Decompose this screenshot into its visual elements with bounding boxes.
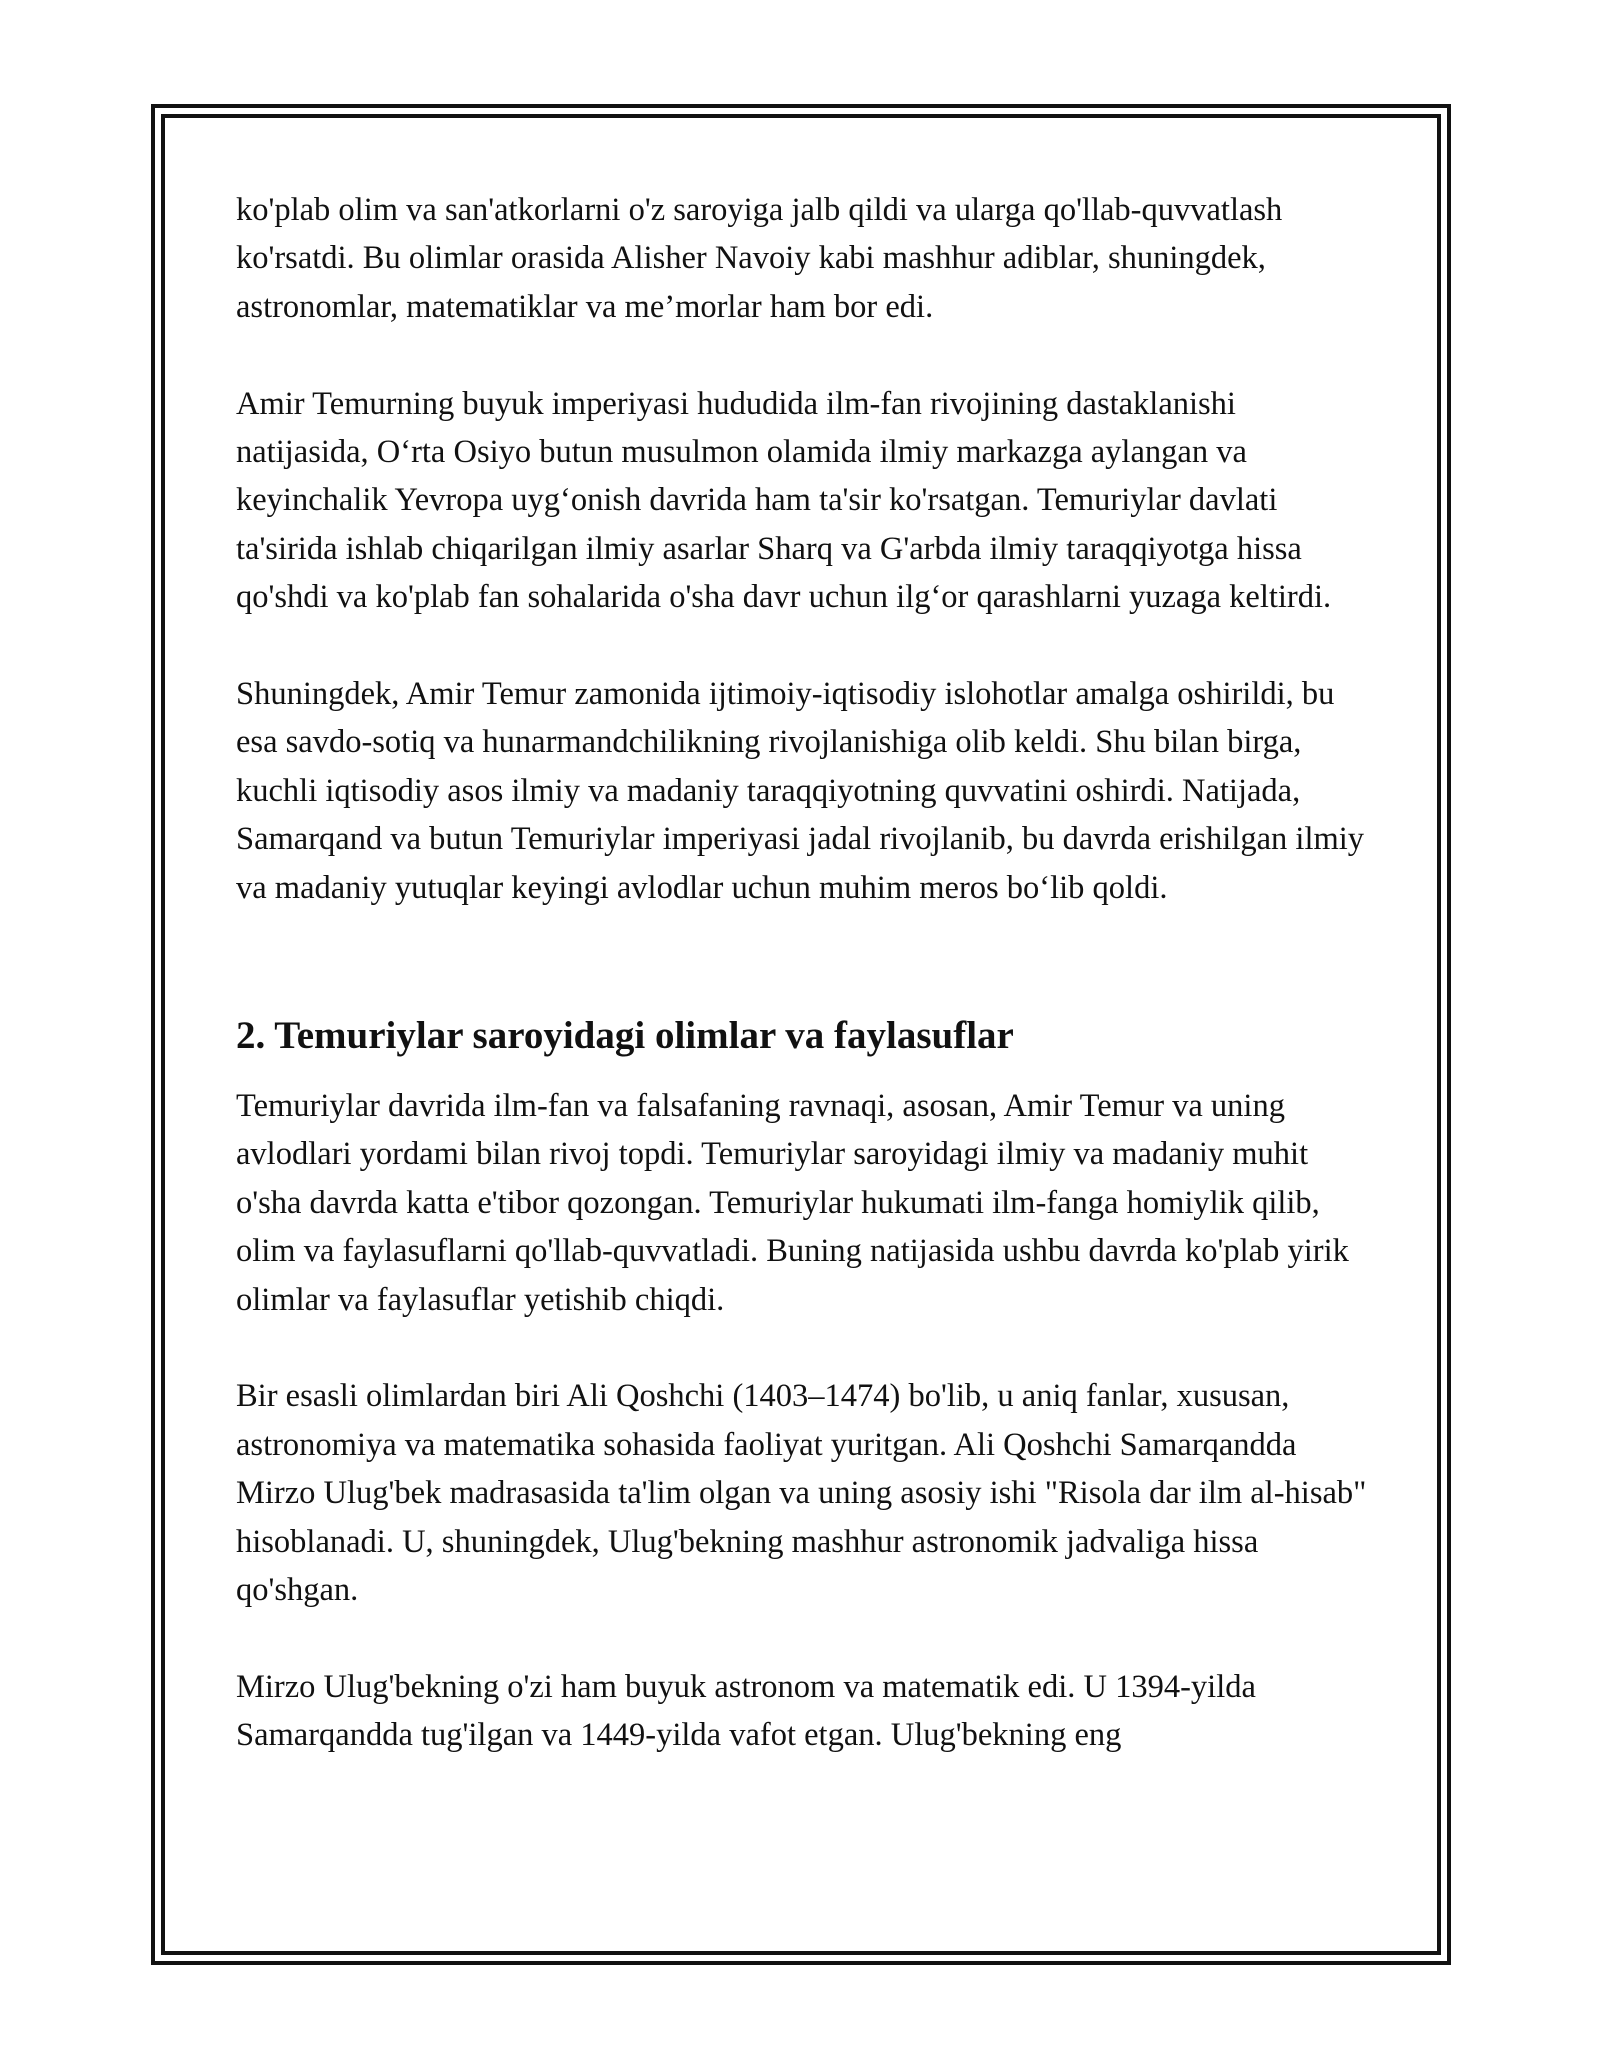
paragraph: Temuriylar davrida ilm-fan va falsafaning ravnaqi, asosan, Amir Temur va uning avlodlari yordami bilan rivoj topdi. Temuriylar saroyidagi ilmiy va madaniy muhit o'sha davrda katta e'tibor qozongan. Temuriylar hukumati ilm-fanga homiylik qilib, olim va faylasuflarni qo'llab-quvvatladi. Buning natijasida ushbu davrda ko'plab yirik olimlar va faylasuflar yetishib chiqdi. — [236, 1088, 1349, 1318]
paragraph: Bir esasli olimlardan biri Ali Qoshchi (1403–1474) bo'lib, u aniq fanlar, xususan, astronomiya va matematika sohasida faoliyat yuritgan. Ali Qoshchi Samarqandda Mirzo Ulug'bek madrasasida ta'lim olgan va uning asosiy ishi "Risola dar ilm al-hisab" hisoblanadi. U, shuningdek, Ulug'bekning mashhur astronomik jadvaliga hissa qo'shgan. — [236, 1378, 1367, 1609]
paragraph: Amir Temurning buyuk imperiyasi hududida ilm-fan rivojining dastaklanishi natijasida, O‘rta Osiyo butun musulmon olamida ilmiy markazga aylangan va keyinchalik Yevropa uyg‘onish davrida ham ta'sir ko'rsatgan. Temuriylar davlati ta'sirida ishlab chiqarilgan ilmiy asarlar Sharq va G'arbda ilmiy taraqqiyotga hissa qo'shdi va ko'plab fan sohalarida o'sha davr uchun ilg‘or qarashlarni yuzaga keltirdi. — [236, 385, 1332, 616]
paragraph: Mirzo Ulug'bekning o'zi ham buyuk astronom va matematik edi. U 1394-yilda Samarqandda tug'ilgan va 1449-yilda vafot etgan. Ulug'bekning eng — [236, 1668, 1256, 1754]
section-heading: 2. Temuriylar saroyidagi olimlar va faylasuflar — [236, 1014, 1014, 1058]
paragraph: ko'plab olim va san'atkorlarni o'z saroyiga jalb qildi va ularga qo'llab-quvvatlash ko'rsatdi. Bu olimlar orasida Alisher Navoiy kabi mashhur adiblar, shuningdek, astronomlar, matematiklar va me’morlar ham bor edi. — [236, 192, 1283, 325]
paragraph: Shuningdek, Amir Temur zamonida ijtimoiy-iqtisodiy islohotlar amalga oshirildi, bu esa savdo-sotiq va hunarmandchilikning rivojlanishiga olib keldi. Shu bilan birga, kuchli iqtisodiy asos ilmiy va madaniy taraqqiyotning quvvatini oshirdi. Natijada, Samarqand va butun Temuriylar imperiyasi jadal rivojlanib, bu davrda erishilgan ilmiy va madaniy yutuqlar keyingi avlodlar uchun muhim meros bo‘lib qoldi. — [236, 676, 1365, 906]
page-content — [236, 186, 1376, 1760]
